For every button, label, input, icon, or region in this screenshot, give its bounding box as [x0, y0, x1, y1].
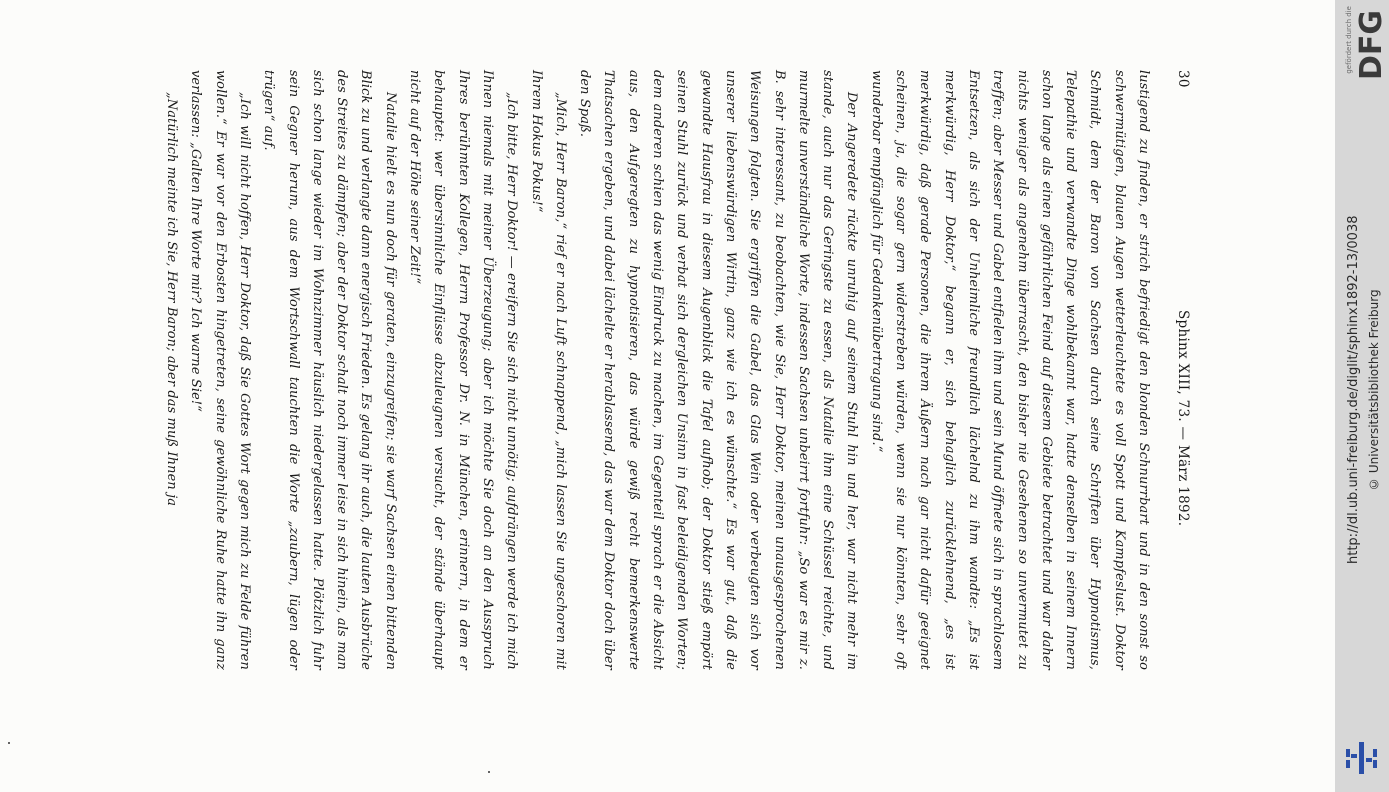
paragraph: lustigend zu finden, er strich befriedigt den blonden Schnurrbart und in den sonst so schwermütigen, blauen Augen wetterleuchtete es voll Spott und Kampfeslust. Doktor Schmidt, dem der Baron von Sachsen durch seine Schriften über Hypnotismus, Telepathie und verwandte Dinge wohlbekannt war, hatte denselben in seinem Innern schon lange als einen gefährlichen Feind auf diesem Gebiete betrachtet und war daher nichts weniger als angenehm überrascht, den bisher nie Gesehenen so unvermutet zu treffen; aber Messer und Gabel entfielen ihm und sein Mund öffnete sich in sprachlosem Entsetzen, als sich der Unheimliche freundlich lächelnd zu ihm wandte: „Es ist merkwürdig, Herr Doktor,“ begann er, sich behaglich zurücklehnend, „es ist merkwürdig, daß gerade Personen, die ihrem Äußern nach gar nicht dafür geeignet scheinen, ja, die sogar gern widerstreben würden, wenn sie nur könnten, sehr oft wunderbar empfänglich für Gedankenübertragung sind.“	[868, 70, 1151, 670]
paragraph: „Ich will nicht hoffen, Herr Doktor, daß Sie Gottes Wort gegen mich zu Felde führen wollen.“ Er war vor den Erbosten hingetreten, seine gewöhnliche Ruhe hatte ihn ganz verlassen: „Galten Ihre Worte mir? Ich warne Sie!“	[188, 70, 253, 670]
scan-speck	[488, 771, 490, 773]
university-logo-icon	[1342, 738, 1382, 778]
dfg-logo	[1341, 2, 1389, 88]
paragraph: „Mich, Herr Baron,“ rief er nach Luft schnappend, „mich lassen Sie ungeschoren mit Ihrem Hokus Pokus!“	[528, 70, 568, 670]
paragraph: Der Angeredete rückte unruhig auf seinem Stuhl hin und her, war nicht mehr im stande, auch nur das Geringste zu essen, als Natalie ihm eine Schüssel reichte, und murmelte unverständliche Worte, indessen Sachsen unbeirrt fortfuhr: „So war es mir z. B. sehr interessant, zu beobachten, wie Sie, Herr Doktor, meinen unausgesprochenen Weisungen folgten. Sie ergriffen die Gabel, das Glas Wein oder verbeugten sich vor unserer liebenswürdigen Wirtin, ganz wie ich es wünschte.“ Es war gut, daß die gewandte Hausfrau in diesem Augenblick die Tafel aufhob; der Doktor stieß empört seinen Stuhl zurück und verbat sich dergleichen Unsinn in fast beleidigenden Worten; dem anderen schien das wenig Eindruck zu machen, im Gegenteil sprach er die Absicht aus, den Aufgeregten zu hypnotisieren, das würde gewiß recht bemerkenswerte Thatsachen ergeben, und dabei lächelte er herablassend, das war dem Doktor doch über den Spaß.	[577, 70, 860, 670]
svg-text:DFG: DFG	[1354, 9, 1389, 81]
dfg-letters-icon	[1354, 2, 1389, 88]
paragraph: Natalie hielt es nun doch für geraten, einzugreifen; sie warf Sachsen einen bittenden Blick zu und verlangte dann energisch Frieden. Es gelang ihr auch, die lauten Ausbrüche des Streites zu dämpfen; aber der Doktor schalt noch immer leise in sich hinein, als man sich schon lange wieder im Wohnzimmer häuslich niedergelassen hatte. Plötzlich fuhr sein Gegner herum, aus dem Wortschwall tauchten die Worte „zaubern, lügen oder trügen“ auf.	[261, 70, 398, 670]
page-body	[159, 70, 1155, 670]
scan-speck	[8, 742, 10, 744]
paragraph: „Ich bitte, Herr Doktor! — ereifern Sie sich nicht unnötig; aufdrängen werde ich mich Ihnen niemals mit meiner Überzeugung; aber ich möchte Sie doch an den Ausspruch Ihres berühmten Kollegen, Herrn Professor Dr. N. in München, erinnern, in dem er behauptet: wer übersinnliche Einflüsse abzuleugnen versucht, der stände überhaupt nicht auf der Höhe seiner Zeit!“	[407, 70, 520, 670]
dfg-tagline: gefördert durch die	[1345, 6, 1353, 74]
page-number: 30	[1175, 70, 1191, 88]
source-url: http://dl.ub.uni-freiburg.de/diglit/sphinx1892-13/0038	[1346, 215, 1361, 565]
page-header	[1167, 70, 1195, 670]
paragraph: „Natürlich meinte ich Sie, Herr Baron; aber das muß Ihnen ja	[164, 92, 180, 507]
copyright-notice: © Universitätsbibliothek Freiburg	[1367, 289, 1381, 491]
running-head: Sphinx XIII, 73. — März 1892.	[1175, 310, 1191, 527]
scanned-page	[0, 70, 1195, 710]
